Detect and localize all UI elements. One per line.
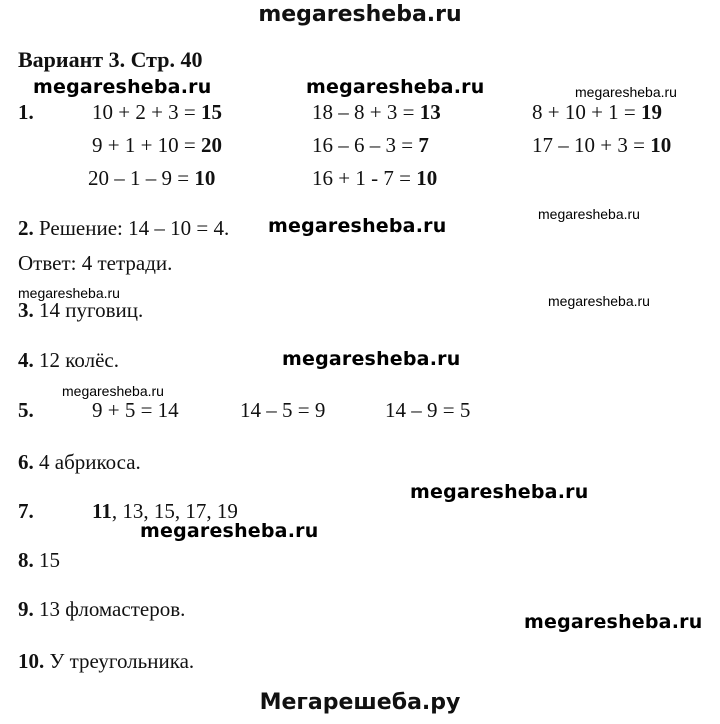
watermark: megaresheba.ru: [62, 383, 164, 399]
task-number: 3.: [18, 298, 34, 322]
equation: [312, 133, 429, 157]
task-number: 6.: [18, 450, 34, 474]
equation-expr: 17 – 10 + 3 =: [532, 133, 651, 157]
watermark: megaresheba.ru: [548, 293, 650, 309]
task-number: 7.: [18, 499, 34, 523]
equation: 14 – 9 = 5: [385, 398, 471, 422]
sequence-rest: , 13, 15, 17, 19: [111, 499, 238, 523]
task-line: [18, 597, 185, 621]
equation: [312, 100, 441, 124]
equation: [532, 133, 671, 157]
equation-answer: 19: [641, 100, 663, 124]
equation-answer: 10: [194, 166, 216, 190]
equation-expr: 9 + 1 + 10 =: [92, 133, 202, 157]
watermark: megaresheba.ru: [575, 84, 677, 100]
task-number: 1.: [18, 100, 34, 124]
task-text: 13 фломастеров.: [33, 597, 186, 621]
watermark: megaresheba.ru: [140, 520, 319, 542]
task-number: 8.: [18, 548, 34, 572]
equation: [532, 100, 662, 124]
watermark: megaresheba.ru: [410, 481, 589, 503]
equation-expr: 18 – 8 + 3 =: [312, 100, 420, 124]
equation: [312, 166, 437, 190]
task-number: 9.: [18, 597, 34, 621]
equation-answer: 15: [201, 100, 223, 124]
equation: [88, 166, 215, 190]
task-number: 5.: [18, 398, 34, 422]
equation-answer: 13: [419, 100, 441, 124]
watermark: megaresheba.ru: [268, 215, 447, 237]
watermark: megaresheba.ru: [306, 76, 485, 98]
variant-heading: Вариант 3. Стр. 40: [18, 47, 203, 72]
task-line: [18, 216, 229, 240]
equation-expr: 20 – 1 – 9 =: [88, 166, 195, 190]
equation: 9 + 5 = 14: [92, 398, 179, 422]
equation: 14 – 5 = 9: [240, 398, 326, 422]
watermark: megaresheba.ru: [282, 348, 461, 370]
equation-expr: 10 + 2 + 3 =: [92, 100, 202, 124]
equation: [92, 100, 222, 124]
task-line: [18, 548, 60, 572]
equation-answer: 10: [650, 133, 672, 157]
watermark: megaresheba.ru: [524, 611, 703, 633]
equation-expr: 8 + 10 + 1 =: [532, 100, 642, 124]
task-text: 12 колёс.: [33, 348, 119, 372]
footer-brand: Мегарешеба.ру: [259, 690, 461, 715]
sequence-first: 11: [92, 499, 112, 523]
equation-expr: 16 + 1 - 7 =: [312, 166, 417, 190]
task-number: 10.: [18, 649, 45, 673]
equation: [92, 133, 222, 157]
task-text: 15: [33, 548, 60, 572]
task-line: [18, 450, 141, 474]
equation-answer: 10: [416, 166, 438, 190]
task-text: У треугольника.: [44, 649, 195, 673]
task-text: 14 пуговиц.: [33, 298, 144, 322]
task-text: 4 абрикоса.: [33, 450, 141, 474]
watermark: megaresheba.ru: [33, 76, 212, 98]
task-line: [18, 298, 143, 322]
equation-answer: 20: [201, 133, 223, 157]
task-number: 4.: [18, 348, 34, 372]
task-line: [18, 348, 119, 372]
watermark: megaresheba.ru: [538, 206, 640, 222]
task-solution: Решение: 14 – 10 = 4.: [33, 216, 230, 240]
watermark: megaresheba.ru: [18, 285, 120, 301]
equation-answer: 7: [418, 133, 429, 157]
task-line: [18, 649, 194, 673]
equation-expr: 16 – 6 – 3 =: [312, 133, 419, 157]
task-number: 2.: [18, 216, 34, 240]
site-title: megaresheba.ru: [258, 2, 462, 27]
task-answer: Ответ: 4 тетради.: [18, 251, 173, 275]
